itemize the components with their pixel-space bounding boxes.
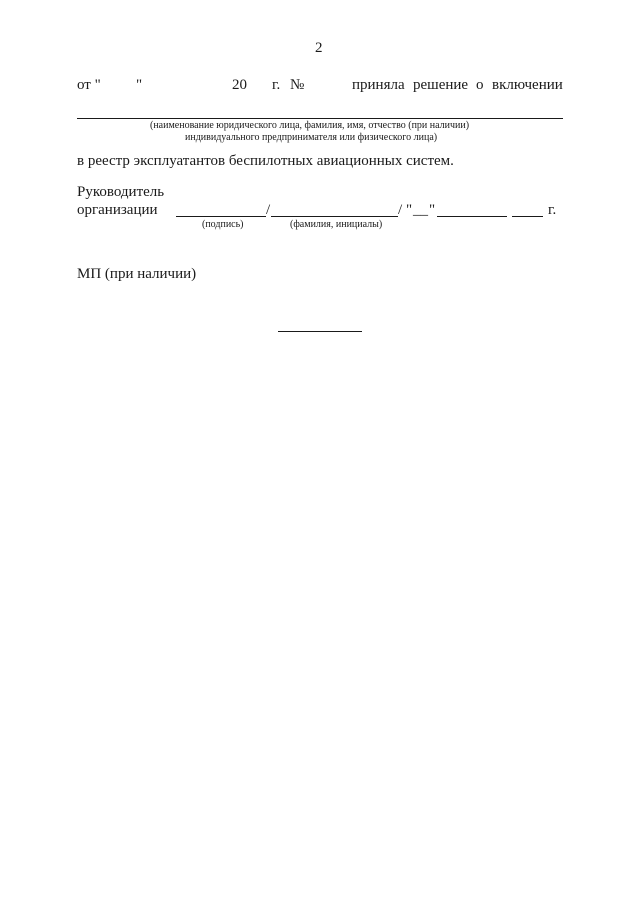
signature-caption: (подпись): [202, 219, 244, 230]
signature-role-line-2: организации: [77, 202, 158, 218]
signature-date-open: ": [406, 202, 413, 218]
page-number: 2: [315, 40, 323, 56]
entity-caption-line-1: (наименование юридического лица, фамилия, имя, отчество (при наличии): [150, 120, 470, 131]
signature-slash: /: [266, 202, 271, 218]
name-blank-line: [271, 216, 398, 217]
decision-year-prefix: 20: [232, 77, 247, 93]
signature-date-day-blank: __: [413, 202, 428, 218]
decision-text-word-3: о: [476, 77, 484, 93]
signature-blank-line: [176, 216, 266, 217]
entity-caption-line-2: индивидуального предпринимателя или физического лица): [185, 132, 438, 143]
decision-year-suffix: г.: [272, 77, 281, 93]
entity-name-line: [77, 118, 563, 119]
year-blank-line: [512, 216, 543, 217]
decision-number-sign: №: [290, 77, 305, 93]
registry-sentence: в реестр эксплуатантов беспилотных авиационных систем.: [77, 153, 454, 169]
decision-text-word-1: приняла: [352, 77, 405, 93]
decision-text-word-4: включении: [492, 77, 563, 93]
signature-date-close: ": [429, 202, 436, 218]
decision-date-quote-close: ": [136, 77, 143, 93]
signature-role-line-1: Руководитель: [77, 184, 165, 200]
name-caption: (фамилия, инициалы): [290, 219, 383, 230]
decision-text-word-2: решение: [413, 77, 469, 93]
month-blank-line: [437, 216, 507, 217]
decision-date-prefix: от ": [77, 77, 101, 93]
signature-year-suffix: г.: [548, 202, 557, 218]
closing-separator-line: [278, 331, 362, 332]
seal-label: МП (при наличии): [77, 266, 197, 282]
signature-slash-2: /: [398, 202, 403, 218]
